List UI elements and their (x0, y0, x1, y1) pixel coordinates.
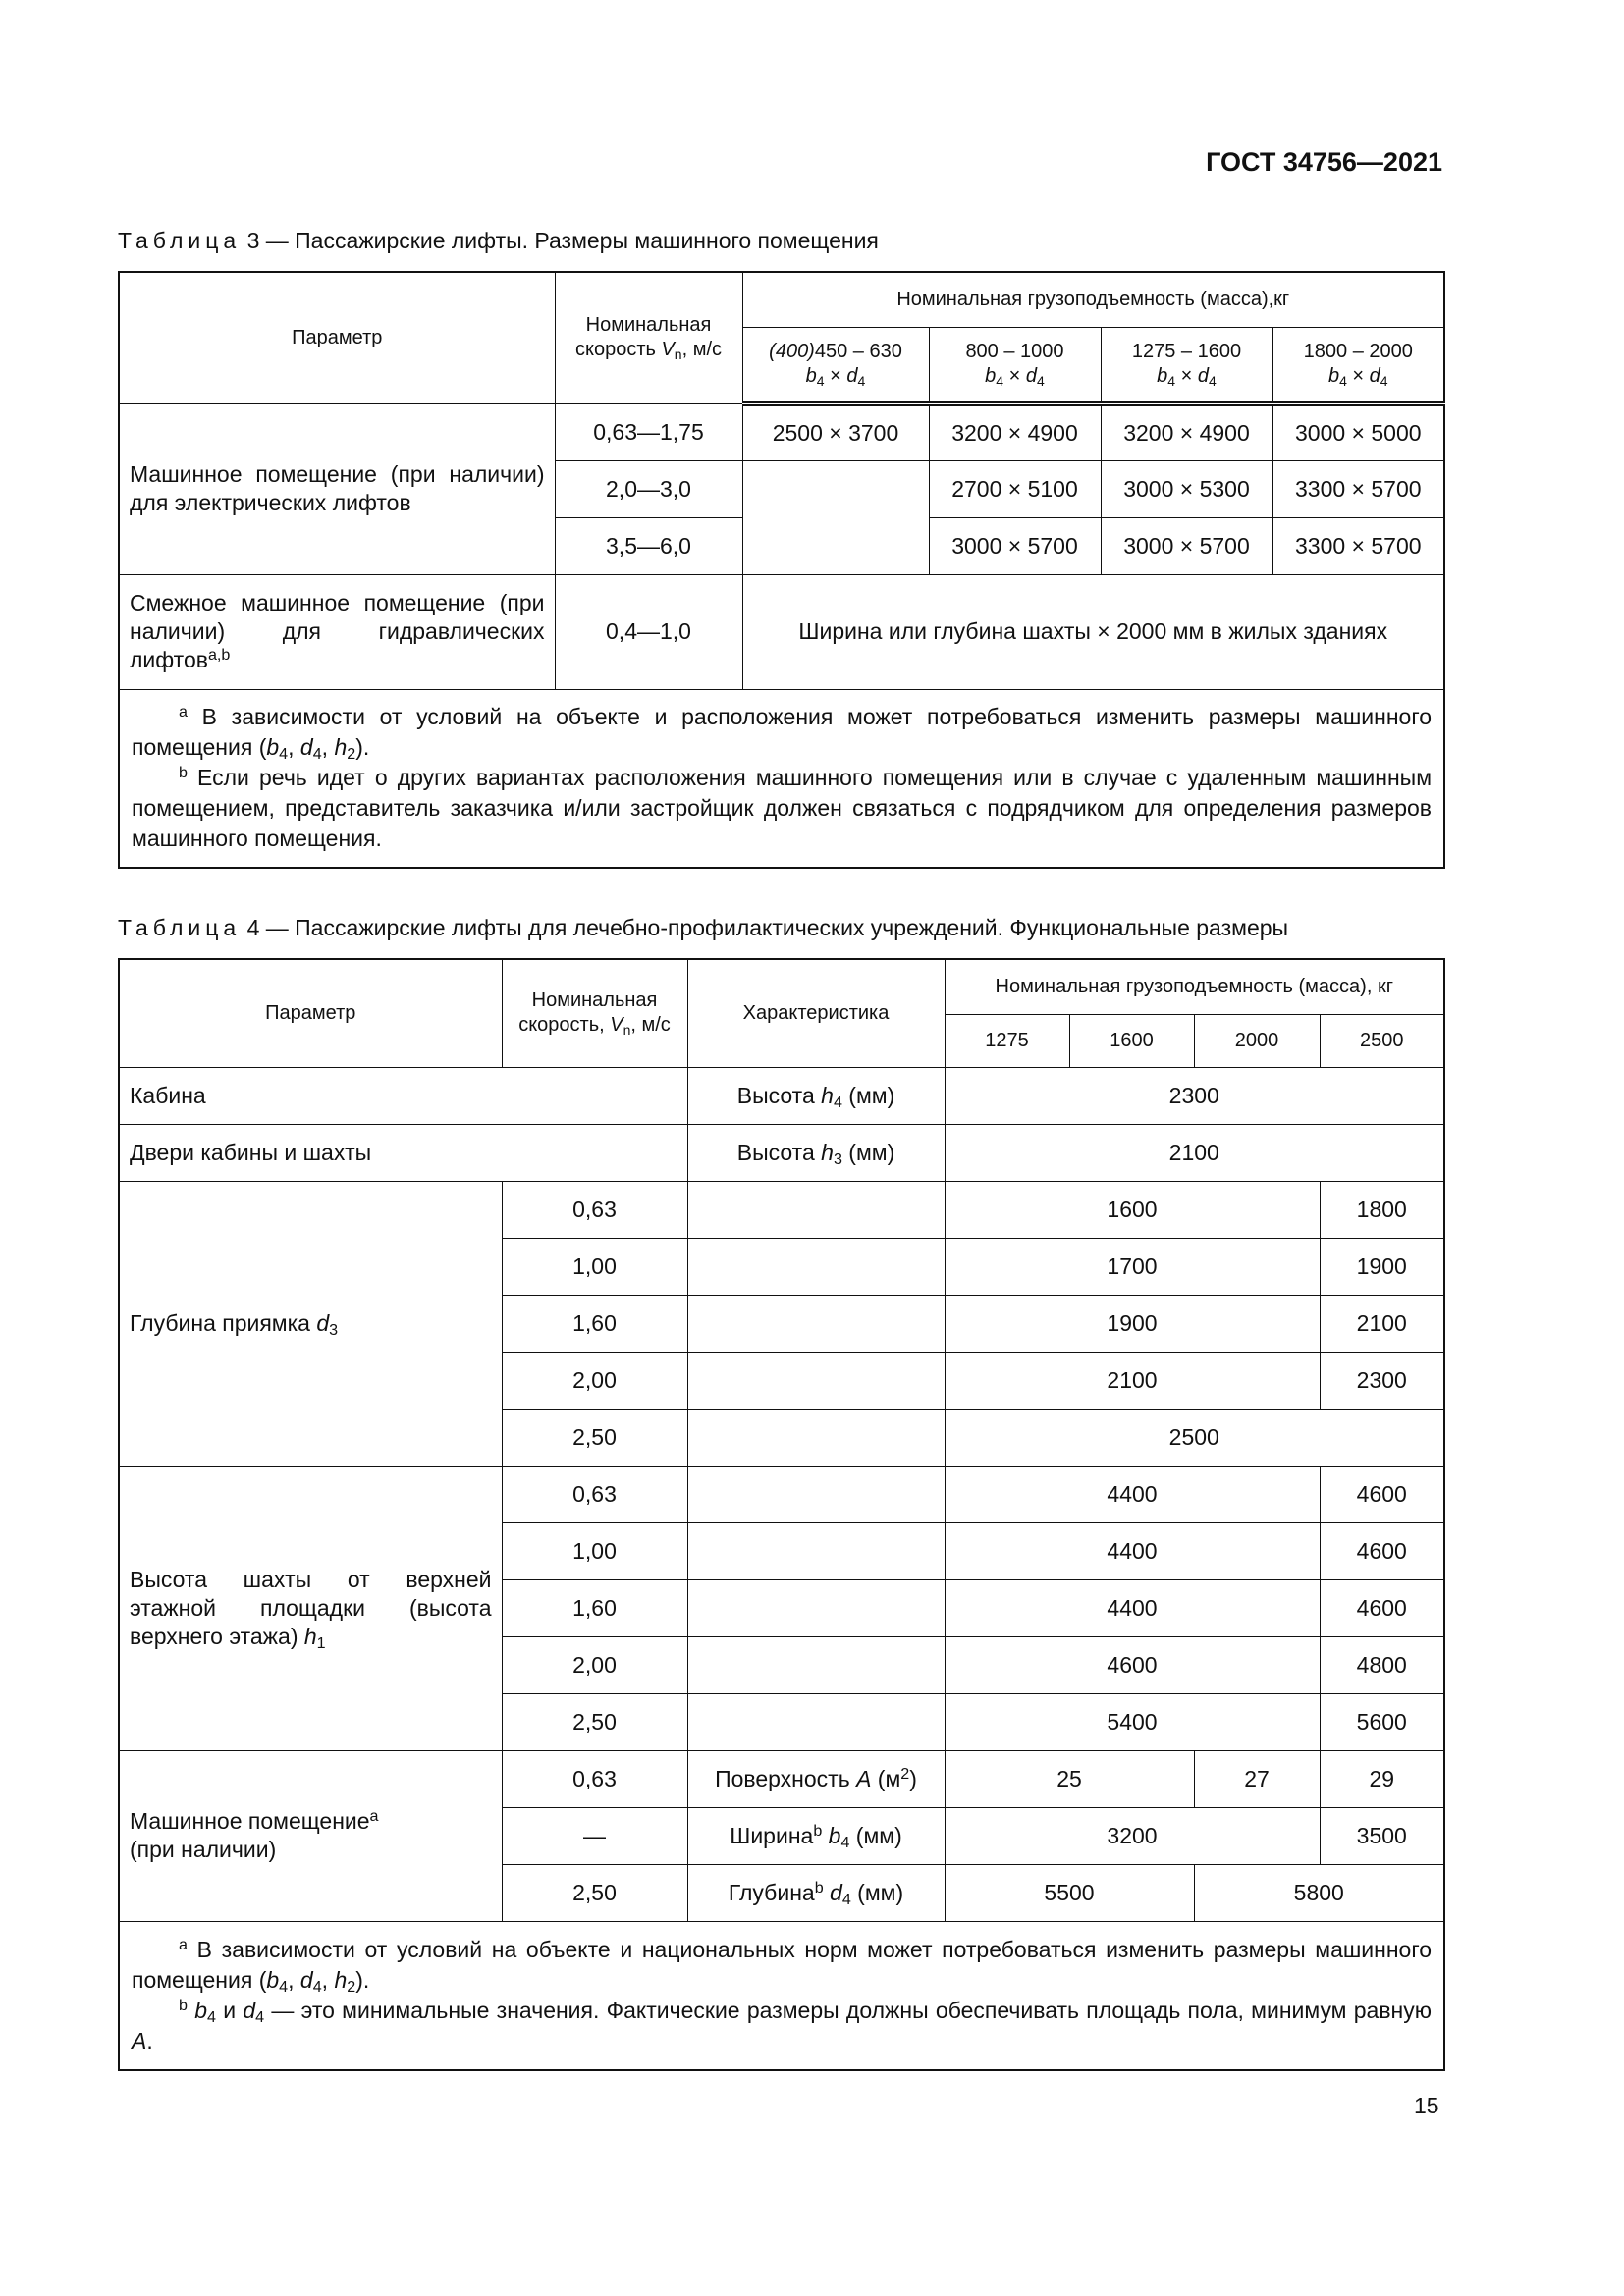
value-cell: 27 (1194, 1750, 1320, 1807)
load-range: 1800 – 2000 $b_4 \times d_4$ (1272, 327, 1444, 403)
speed-cell: 2,50 (502, 1409, 687, 1466)
load-range: 800 – 1000 $b_4 \times d_4$ (929, 327, 1101, 403)
col-speed-header: Номинальная скорость $V_n$, м/с (555, 272, 742, 403)
value-cell: 4600 (945, 1636, 1320, 1693)
col-load-header: Номинальная грузоподъемность (масса),кг (742, 272, 1444, 327)
value-cell: 2300 (1320, 1352, 1444, 1409)
param-cell: Глубина приямка $d_3$ (119, 1181, 502, 1466)
char-cell (687, 1579, 945, 1636)
page-number: 15 (1414, 2093, 1439, 2118)
value-cell: 3000 × 5000 (1272, 403, 1444, 460)
value-cell: 1800 (1320, 1181, 1444, 1238)
speed-cell: 0,4—1,0 (555, 574, 742, 689)
value-cell: 3000 × 5300 (1101, 460, 1272, 517)
char-cell (687, 1522, 945, 1579)
load-col: 1275 (945, 1014, 1069, 1067)
value-cell: 1600 (945, 1181, 1320, 1238)
load-range: 1275 – 1600 $b_4 \times d_4$ (1101, 327, 1272, 403)
standard-number: ГОСТ 34756—2021 (1206, 147, 1442, 177)
speed-cell: 3,5—6,0 (555, 517, 742, 574)
char-cell: Высота $h_4$ (мм) (687, 1067, 945, 1124)
param-cell: Машинное помещение$^a$ (при наличии) (119, 1750, 502, 1921)
value-cell: 4400 (945, 1579, 1320, 1636)
value-cell: 4600 (1320, 1466, 1444, 1522)
speed-cell: 0,63 (502, 1181, 687, 1238)
value-cell: 5400 (945, 1693, 1320, 1750)
char-cell: Глубина$^b$ $d_4$ (мм) (687, 1864, 945, 1921)
table-row (119, 1750, 1444, 1807)
footnote-a: $^a$ В зависимости от условий на объекте и национальных норм может потребоваться изменить размеры машинного помещения ($b_4$, $d_4$, $h_2$). (132, 1935, 1433, 1996)
value-cell: 4400 (945, 1522, 1320, 1579)
col-char-header: Характеристика (687, 959, 945, 1067)
char-cell: Поверхность A $(м^2)$ (687, 1750, 945, 1807)
table-row (119, 403, 1444, 460)
value-cell: 2500 × 3700 (742, 403, 929, 460)
value-cell (742, 517, 929, 574)
value-cell: 3200 × 4900 (929, 403, 1101, 460)
value-cell: 3500 (1320, 1807, 1444, 1864)
table4-footnotes (119, 1921, 1444, 2070)
value-cell: 1700 (945, 1238, 1320, 1295)
value-cell: 2100 (945, 1124, 1444, 1181)
value-cell: 3200 (945, 1807, 1320, 1864)
char-cell (687, 1181, 945, 1238)
value-cell: 1900 (1320, 1238, 1444, 1295)
char-cell (687, 1352, 945, 1409)
footnote-b: $^b$ Если речь идет о других вариантах расположения машинного помещения или в случае с удаленным машинным помещением, представитель заказчика и/или застройщик должен связаться с подрядчиком для определения размеров машинного помещения. (132, 764, 1433, 852)
char-cell (687, 1409, 945, 1466)
value-cell: 2300 (945, 1067, 1444, 1124)
load-col: 1600 (1069, 1014, 1194, 1067)
speed-cell: 2,00 (502, 1636, 687, 1693)
speed-cell: 1,60 (502, 1579, 687, 1636)
speed-cell: 2,00 (502, 1352, 687, 1409)
value-cell: 4400 (945, 1466, 1320, 1522)
col-param-header: Параметр (119, 272, 555, 403)
speed-cell: 0,63 (502, 1750, 687, 1807)
value-cell: 5800 (1194, 1864, 1444, 1921)
speed-cell: — (502, 1807, 687, 1864)
value-cell: 3200 × 4900 (1101, 403, 1272, 460)
value-cell: 25 (945, 1750, 1194, 1807)
speed-cell: 0,63 (502, 1466, 687, 1522)
value-cell: 3000 × 5700 (929, 517, 1101, 574)
col-load-header: Номинальная грузоподъемность (масса), кг (945, 959, 1444, 1014)
footnote-a: $^a$ В зависимости от условий на объекте и расположения может потребоваться изменить размеры машинного помещения ($b_4$, $d_4$, $h_2$). (132, 703, 1433, 764)
speed-cell: 0,63—1,75 (555, 403, 742, 460)
value-cell: 4600 (1320, 1579, 1444, 1636)
value-cell: 2100 (945, 1352, 1320, 1409)
char-cell: Ширина$^b$ $b_4$ (мм) (687, 1807, 945, 1864)
table-row (119, 1181, 1444, 1238)
speed-cell: 1,00 (502, 1238, 687, 1295)
table3-caption: Таблица 3 — Пассажирские лифты. Размеры машинного помещения (118, 228, 879, 253)
value-cell: 3000 × 5700 (1101, 517, 1272, 574)
value-cell (742, 460, 929, 517)
param-cell: Машинное помещение (при наличии) для электрических лифтов (119, 403, 555, 574)
table-row (119, 1466, 1444, 1522)
value-cell: 5600 (1320, 1693, 1444, 1750)
value-cell: 2100 (1320, 1295, 1444, 1352)
table3-footnotes (119, 689, 1444, 868)
load-col: 2000 (1194, 1014, 1320, 1067)
param-cell: Высота шахты от верхней этажной площадки (высота верхнего этажа) $h_1$ (119, 1466, 502, 1750)
value-cell: 4800 (1320, 1636, 1444, 1693)
value-cell: Ширина или глубина шахты × 2000 мм в жилых зданиях (742, 574, 1444, 689)
table4-caption: Таблица 4 — Пассажирские лифты для лечебно-профилактических учреждений. Функциональные размеры (118, 915, 1289, 940)
speed-cell: 2,50 (502, 1693, 687, 1750)
char-cell (687, 1636, 945, 1693)
param-cell: Двери кабины и шахты (119, 1124, 687, 1181)
speed-cell: 1,60 (502, 1295, 687, 1352)
value-cell: 29 (1320, 1750, 1444, 1807)
col-speed-header: Номинальная скорость, $V_n$, м/с (502, 959, 687, 1067)
speed-cell: 2,0—3,0 (555, 460, 742, 517)
value-cell: 5500 (945, 1864, 1194, 1921)
table4 (118, 958, 1445, 2071)
char-cell: Высота $h_3$ (мм) (687, 1124, 945, 1181)
footnote-b: $^b$ $b_4$ и $d_4$ — это минимальные значения. Фактические размеры должны обеспечивать площадь пола, минимум равную A. (132, 1996, 1433, 2054)
table-row (119, 574, 1444, 689)
col-param-header: Параметр (119, 959, 502, 1067)
value-cell: 2700 × 5100 (929, 460, 1101, 517)
table-row (119, 1067, 1444, 1124)
table3 (118, 271, 1445, 869)
load-range: (400)450 – 630 $b_4 \times d_4$ (742, 327, 929, 403)
char-cell (687, 1693, 945, 1750)
table-row (119, 1124, 1444, 1181)
value-cell: 2500 (945, 1409, 1444, 1466)
value-cell: 4600 (1320, 1522, 1444, 1579)
char-cell (687, 1295, 945, 1352)
param-cell: Кабина (119, 1067, 687, 1124)
char-cell (687, 1466, 945, 1522)
char-cell (687, 1238, 945, 1295)
value-cell: 3300 × 5700 (1272, 517, 1444, 574)
speed-cell: 1,00 (502, 1522, 687, 1579)
value-cell: 3300 × 5700 (1272, 460, 1444, 517)
load-col: 2500 (1320, 1014, 1444, 1067)
param-cell: Смежное машинное помещение (при наличии) для гидравлических лифтов$^{a,b}$ (119, 574, 555, 689)
speed-cell: 2,50 (502, 1864, 687, 1921)
value-cell: 1900 (945, 1295, 1320, 1352)
